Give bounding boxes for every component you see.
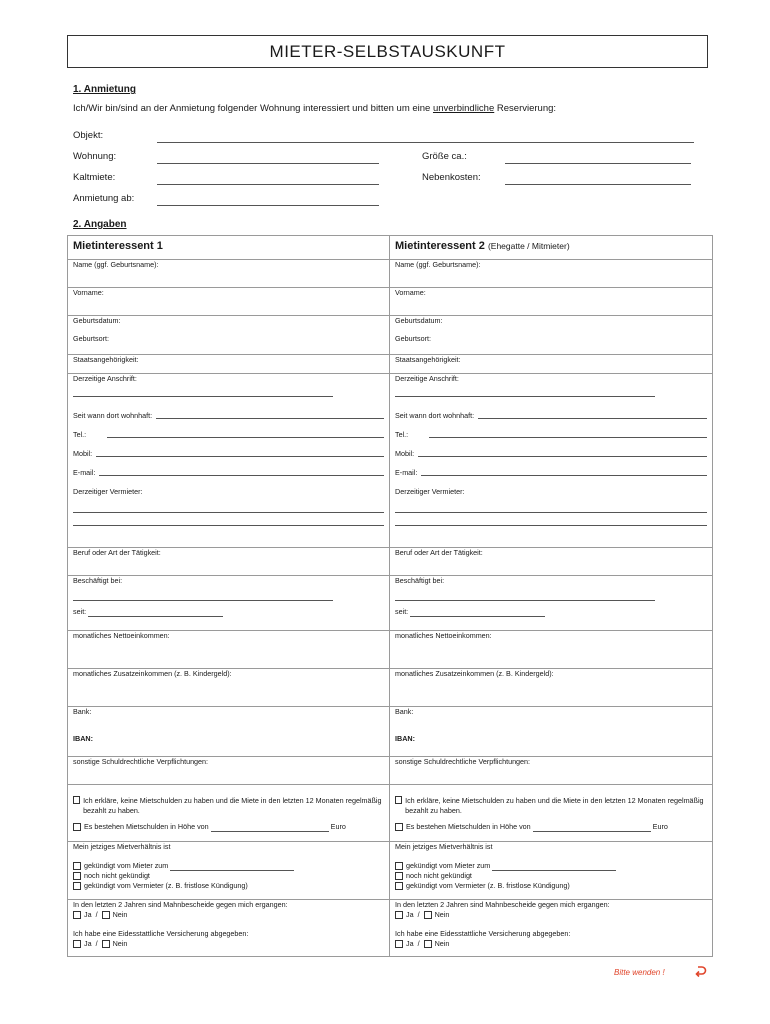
geburtsdatum-label: Geburtsdatum: xyxy=(73,316,121,325)
seit-line[interactable] xyxy=(410,608,545,617)
eidesstattlich-label: Ich habe eine Eidesstattliche Versicherung abgegeben: xyxy=(73,929,249,938)
groesse-field[interactable] xyxy=(505,163,691,164)
email-label: E-mail: xyxy=(395,468,418,477)
zusatz-cell-1[interactable] xyxy=(68,669,390,707)
staat-label: Staatsangehörigkeit: xyxy=(73,355,139,364)
nicht-gekuendigt-text: noch nicht gekündigt xyxy=(406,871,472,880)
beruf-label: Beruf oder Art der Tätigkeit: xyxy=(395,548,483,557)
mietschulden-checkbox[interactable] xyxy=(73,823,81,831)
page-title: MIETER-SELBSTAUSKUNFT xyxy=(67,35,708,68)
beschaeftigt-cell-2[interactable] xyxy=(390,576,713,631)
zusatz-label: monatliches Zusatzeinkommen (z. B. Kindergeld): xyxy=(73,669,232,678)
zusatz-label: monatliches Zusatzeinkommen (z. B. Kindergeld): xyxy=(395,669,554,678)
kaltmiete-field[interactable] xyxy=(157,184,379,185)
mahn-nein-checkbox[interactable] xyxy=(424,911,432,919)
sonstige-label: sonstige Schuldrechtliche Verpflichtungen: xyxy=(395,757,531,766)
vermieter-line-1[interactable] xyxy=(73,512,384,513)
wohnung-field[interactable] xyxy=(157,163,379,164)
mietschulden-line[interactable] xyxy=(211,823,329,832)
email-line[interactable] xyxy=(99,475,384,476)
beschaeftigt-cell-1[interactable] xyxy=(68,576,390,631)
gekuendigt-vermieter-text: gekündigt vom Vermieter (z. B. fristlose Kündigung) xyxy=(84,881,248,890)
tel-line[interactable] xyxy=(429,437,707,438)
nein-label: Nein xyxy=(434,939,450,948)
nicht-gekuendigt-checkbox[interactable] xyxy=(73,872,81,880)
mahn-cell-1 xyxy=(68,900,390,957)
col2-header-sub: (Ehegatte / Mitmieter) xyxy=(487,241,570,251)
nebenkosten-field[interactable] xyxy=(505,184,691,185)
mahn-cell-2 xyxy=(390,900,713,957)
slash-label: / xyxy=(95,939,98,948)
mietschulden-text: Es bestehen Mietschulden in Höhe von xyxy=(84,822,209,831)
nein-label: Nein xyxy=(434,910,450,919)
ja-label: Ja xyxy=(84,939,92,948)
seit-wann-line[interactable] xyxy=(478,418,707,419)
nein-label: Nein xyxy=(112,939,128,948)
seit-wann-line[interactable] xyxy=(156,418,384,419)
intro-part-1: Ich/Wir bin/sind an der Anmietung folgender Wohnung interessiert und bitten um eine xyxy=(73,103,433,114)
vorname-label: Vorname: xyxy=(73,288,104,297)
vorname-label: Vorname: xyxy=(395,288,426,297)
gekuendigt-mieter-line[interactable] xyxy=(492,862,616,871)
mietschulden-line[interactable] xyxy=(533,823,651,832)
slash-label: / xyxy=(417,910,420,919)
gekuendigt-mieter-line[interactable] xyxy=(170,862,294,871)
beruf-label: Beruf oder Art der Tätigkeit: xyxy=(73,548,161,557)
netto-cell-1[interactable] xyxy=(68,631,390,669)
mietverhaeltnis-label: Mein jetziges Mietverhältnis ist xyxy=(73,842,171,851)
seit-label: seit: xyxy=(73,607,87,616)
eidesstattlich-label: Ich habe eine Eidesstattliche Versicherung abgegeben: xyxy=(395,929,571,938)
staat-cell-1[interactable] xyxy=(68,355,390,374)
wohnung-label: Wohnung: xyxy=(73,151,117,162)
erklaerung-checkbox[interactable] xyxy=(395,796,402,804)
mobil-label: Mobil: xyxy=(73,449,93,458)
objekt-label: Objekt: xyxy=(73,130,104,141)
eid-nein-checkbox[interactable] xyxy=(102,940,110,948)
vermieter-label: Derzeitiger Vermieter: xyxy=(395,487,465,496)
gekuendigt-vermieter-text: gekündigt vom Vermieter (z. B. fristlose Kündigung) xyxy=(406,881,570,890)
intro-underlined: unverbindliche xyxy=(432,103,495,114)
gekuendigt-vermieter-checkbox[interactable] xyxy=(73,882,81,890)
sonstige-cell-2[interactable] xyxy=(390,757,713,785)
vermieter-line-1[interactable] xyxy=(395,512,707,513)
seit-line[interactable] xyxy=(88,608,223,617)
erklaerung-checkbox[interactable] xyxy=(73,796,80,804)
slash-label: / xyxy=(95,910,98,919)
tel-label: Tel.: xyxy=(73,430,87,439)
ja-label: Ja xyxy=(84,910,92,919)
anschrift-line[interactable] xyxy=(395,396,655,397)
mietverhaeltnis-cell-2 xyxy=(390,842,713,900)
geburtsdatum-label: Geburtsdatum: xyxy=(395,316,443,325)
beruf-cell-2[interactable] xyxy=(390,548,713,576)
iban-label: IBAN: xyxy=(395,734,415,743)
gekuendigt-mieter-text: gekündigt vom Mieter zum xyxy=(84,861,169,870)
anschrift-cell-2[interactable] xyxy=(390,374,713,548)
anschrift-line[interactable] xyxy=(73,396,333,397)
email-label: E-mail: xyxy=(73,468,96,477)
beschaeftigt-line[interactable] xyxy=(73,600,333,601)
name-cell-1[interactable] xyxy=(68,260,390,288)
staat-label: Staatsangehörigkeit: xyxy=(395,355,461,364)
turn-arrow-svg xyxy=(694,964,708,978)
seit-wann-label: Seit wann dort wohnhaft: xyxy=(395,411,475,420)
beschaeftigt-label: Beschäftigt bei: xyxy=(395,576,445,585)
mietschulden-checkbox[interactable] xyxy=(395,823,403,831)
anschrift-label: Derzeitige Anschrift: xyxy=(73,374,137,383)
tel-label: Tel.: xyxy=(395,430,409,439)
nebenkosten-label: Nebenkosten: xyxy=(422,172,481,183)
sonstige-cell-1[interactable] xyxy=(68,757,390,785)
col2-header-text: Mietinteressent 2 xyxy=(395,240,485,252)
anmietung-ab-label: Anmietung ab: xyxy=(73,193,135,204)
beschaeftigt-label: Beschäftigt bei: xyxy=(73,576,123,585)
vermieter-label: Derzeitiger Vermieter: xyxy=(73,487,143,496)
vorname-cell-2[interactable] xyxy=(390,288,713,316)
slash-label: / xyxy=(417,939,420,948)
erklaerung-text: Ich erkläre, keine Mietschulden zu haben und die Miete in den letzten 12 Monaten regelmäßig bezahlt zu haben. xyxy=(83,796,382,815)
objekt-field[interactable] xyxy=(157,142,694,143)
netto-label: monatliches Nettoeinkommen: xyxy=(73,631,170,640)
geburt-cell-2[interactable] xyxy=(390,316,713,355)
nein-label: Nein xyxy=(112,910,128,919)
mietverhaeltnis-label: Mein jetziges Mietverhältnis ist xyxy=(395,842,493,851)
eid-ja-checkbox[interactable] xyxy=(73,940,81,948)
nicht-gekuendigt-checkbox[interactable] xyxy=(395,872,403,880)
euro-label: Euro xyxy=(330,822,346,831)
mahn-nein-checkbox[interactable] xyxy=(102,911,110,919)
tel-line[interactable] xyxy=(107,437,384,438)
vermieter-line-2[interactable] xyxy=(395,525,707,526)
vorname-cell-1[interactable] xyxy=(68,288,390,316)
mietschulden-text: Es bestehen Mietschulden in Höhe von xyxy=(406,822,531,831)
mahn-ja-checkbox[interactable] xyxy=(73,911,81,919)
gekuendigt-mieter-checkbox[interactable] xyxy=(395,862,403,870)
seit-label: seit: xyxy=(395,607,409,616)
section-2-heading: 2. Angaben xyxy=(73,219,127,230)
ja-label: Ja xyxy=(406,939,414,948)
name-label: Name (ggf. Geburtsname): xyxy=(73,260,159,269)
erklaerung-text: Ich erkläre, keine Mietschulden zu haben und die Miete in den letzten 12 Monaten regelmäßig bezahlt zu haben. xyxy=(405,796,704,815)
netto-cell-2[interactable] xyxy=(390,631,713,669)
gekuendigt-mieter-checkbox[interactable] xyxy=(73,862,81,870)
turn-arrow-icon xyxy=(694,964,708,978)
gekuendigt-vermieter-checkbox[interactable] xyxy=(395,882,403,890)
geburt-cell-1[interactable] xyxy=(68,316,390,355)
mobil-line[interactable] xyxy=(418,456,707,457)
intro-text xyxy=(73,103,713,114)
groesse-label: Größe ca.: xyxy=(422,151,467,162)
anschrift-label: Derzeitige Anschrift: xyxy=(395,374,459,383)
mahn-ja-checkbox[interactable] xyxy=(395,911,403,919)
email-line[interactable] xyxy=(421,475,707,476)
bitte-wenden-text: Bitte wenden ! xyxy=(614,968,665,977)
eid-ja-checkbox[interactable] xyxy=(395,940,403,948)
sonstige-label: sonstige Schuldrechtliche Verpflichtungen: xyxy=(73,757,209,766)
mahnbescheide-label: In den letzten 2 Jahren sind Mahnbescheide gegen mich ergangen: xyxy=(395,900,610,909)
col1-header-text: Mietinteressent 1 xyxy=(73,240,163,252)
bank-cell-1[interactable] xyxy=(68,707,390,757)
zusatz-cell-2[interactable] xyxy=(390,669,713,707)
mobil-label: Mobil: xyxy=(395,449,415,458)
euro-label: Euro xyxy=(652,822,668,831)
angaben-table xyxy=(67,235,713,957)
col1-header xyxy=(68,236,390,260)
netto-label: monatliches Nettoeinkommen: xyxy=(395,631,492,640)
name-cell-2[interactable] xyxy=(390,260,713,288)
section-1-heading: 1. Anmietung xyxy=(73,84,136,95)
mobil-line[interactable] xyxy=(96,456,384,457)
ja-label: Ja xyxy=(406,910,414,919)
intro-part-2: Reservierung: xyxy=(494,103,557,114)
geburtsort-label: Geburtsort: xyxy=(73,334,109,343)
erklaerung-cell-1 xyxy=(68,785,390,842)
vermieter-line-2[interactable] xyxy=(73,525,384,526)
col2-header xyxy=(390,236,713,260)
nicht-gekuendigt-text: noch nicht gekündigt xyxy=(84,871,150,880)
anmietung-ab-field[interactable] xyxy=(157,205,379,206)
seit-wann-label: Seit wann dort wohnhaft: xyxy=(73,411,153,420)
beschaeftigt-line[interactable] xyxy=(395,600,655,601)
eid-nein-checkbox[interactable] xyxy=(424,940,432,948)
erklaerung-cell-2 xyxy=(390,785,713,842)
staat-cell-2[interactable] xyxy=(390,355,713,374)
bank-cell-2[interactable] xyxy=(390,707,713,757)
iban-label: IBAN: xyxy=(73,734,93,743)
beruf-cell-1[interactable] xyxy=(68,548,390,576)
geburtsort-label: Geburtsort: xyxy=(395,334,431,343)
gekuendigt-mieter-text: gekündigt vom Mieter zum xyxy=(406,861,491,870)
bank-label: Bank: xyxy=(395,707,414,716)
kaltmiete-label: Kaltmiete: xyxy=(73,172,116,183)
name-label: Name (ggf. Geburtsname): xyxy=(395,260,481,269)
mahnbescheide-label: In den letzten 2 Jahren sind Mahnbescheide gegen mich ergangen: xyxy=(73,900,288,909)
anschrift-cell-1[interactable] xyxy=(68,374,390,548)
mietverhaeltnis-cell-1 xyxy=(68,842,390,900)
bank-label: Bank: xyxy=(73,707,92,716)
